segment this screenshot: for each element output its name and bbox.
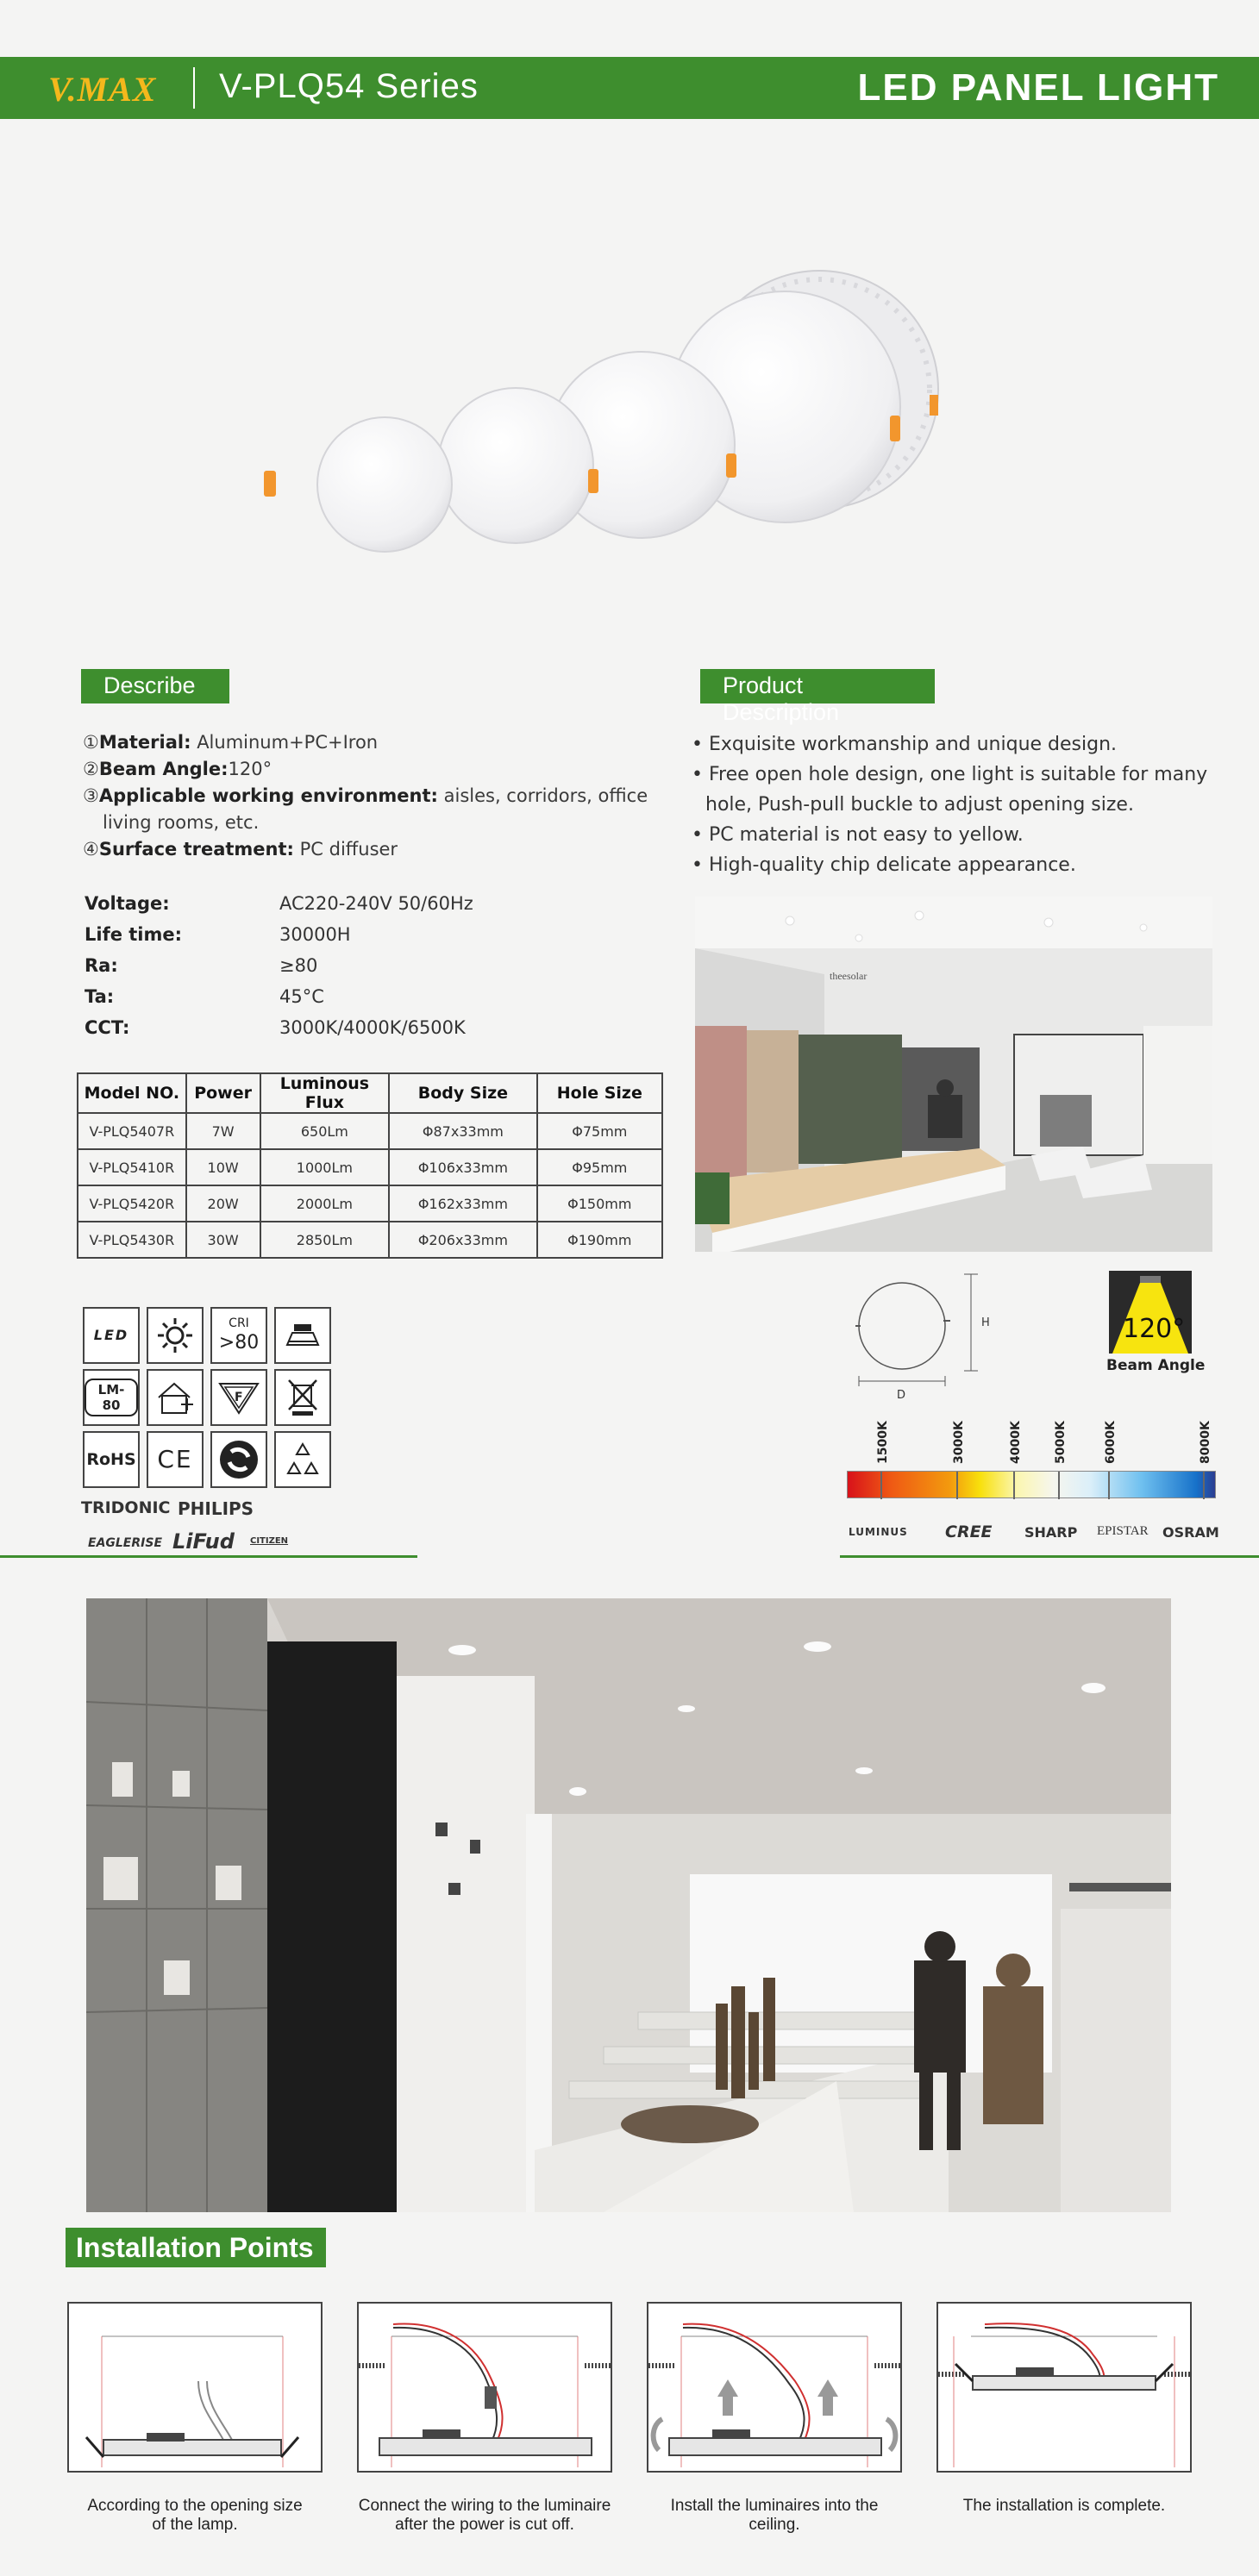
install-caption-1: According to the opening size of the lamp. xyxy=(87,2497,303,2534)
photo-sign-text: theesolar xyxy=(830,970,868,982)
model-table xyxy=(77,1072,663,1259)
pd-bullet: • Free open hole design, one light is suitable for many xyxy=(692,764,1208,785)
install-step-3 xyxy=(647,2302,902,2473)
sun-icon xyxy=(147,1307,204,1364)
spec-row: CCT: 3000K/4000K/6500K xyxy=(85,1017,466,1038)
cri-icon xyxy=(210,1307,267,1364)
f-mark-icon xyxy=(210,1369,267,1426)
table-cell: 7W xyxy=(186,1113,260,1149)
green-dot-icon xyxy=(210,1431,267,1488)
cct-tick xyxy=(956,1472,958,1499)
lamp-icon xyxy=(274,1307,331,1364)
table-cell: 2000Lm xyxy=(260,1185,390,1222)
table-cell: V-PLQ5407R xyxy=(78,1113,186,1149)
table-cell: V-PLQ5410R xyxy=(78,1149,186,1185)
describe-item: ②Beam Angle:120° xyxy=(83,759,272,779)
ce-icon: CE xyxy=(147,1431,204,1488)
cct-label: 6000K xyxy=(1104,1421,1118,1464)
table-cell: Φ75mm xyxy=(537,1113,662,1149)
table-cell: 20W xyxy=(186,1185,260,1222)
table-cell: Φ162x33mm xyxy=(389,1185,536,1222)
col-header: Model NO. xyxy=(78,1073,186,1113)
install-caption-2: Connect the wiring to the luminaire after the power is cut off. xyxy=(358,2497,611,2534)
rohs-icon: RoHS xyxy=(83,1431,140,1488)
install-caption-3: Install the luminaires into the ceiling. xyxy=(670,2497,879,2534)
cri-label: CRI xyxy=(229,1316,249,1330)
led-icon: LED xyxy=(83,1307,140,1364)
series-title: V-PLQ54 Series xyxy=(219,67,479,105)
cct-label: 5000K xyxy=(1054,1421,1068,1464)
section-rule-right xyxy=(840,1555,1259,1558)
describe-item: ③Applicable working environment: aisles, corridors, office xyxy=(83,785,648,806)
install-step-4 xyxy=(936,2302,1192,2473)
product-description-list xyxy=(692,729,1226,880)
brand-sharp: SHARP xyxy=(1024,1524,1078,1541)
table-cell: Φ95mm xyxy=(537,1149,662,1185)
table-cell: V-PLQ5420R xyxy=(78,1185,186,1222)
gallery-interior-photo xyxy=(86,1598,1171,2212)
svg-text:F: F xyxy=(235,1391,243,1404)
cct-gradient-bar xyxy=(847,1471,1216,1498)
cct-label: 4000K xyxy=(1009,1421,1023,1464)
brand-osram: OSRAM xyxy=(1162,1524,1219,1541)
cct-tick xyxy=(1108,1472,1110,1499)
describe-list xyxy=(83,729,652,863)
table-cell: Φ106x33mm xyxy=(389,1149,536,1185)
brand-epistar: EPISTAR xyxy=(1097,1524,1149,1538)
pd-bullet: • PC material is not easy to yellow. xyxy=(692,824,1024,846)
describe-item: ④Surface treatment: PC diffuser xyxy=(83,839,398,860)
col-header: Body Size xyxy=(389,1073,536,1113)
describe-heading: Describe xyxy=(81,669,229,703)
product-type: LED PANEL LIGHT xyxy=(857,66,1219,109)
indoor-icon xyxy=(147,1369,204,1426)
table-row xyxy=(78,1185,662,1222)
table-cell: 2850Lm xyxy=(260,1222,390,1258)
spec-row: Ra: ≥80 xyxy=(85,955,318,976)
pd-bullet: • Exquisite workmanship and unique design. xyxy=(692,734,1118,755)
spec-row: Ta: 45°C xyxy=(85,986,324,1007)
table-cell: 650Lm xyxy=(260,1113,390,1149)
describe-item-cont: living rooms, etc. xyxy=(103,812,260,833)
col-header: Power xyxy=(186,1073,260,1113)
table-cell: Φ190mm xyxy=(537,1222,662,1258)
cct-tick xyxy=(1058,1472,1060,1499)
product-description-heading: Product Description xyxy=(700,669,935,703)
install-caption-4: The installation is complete. xyxy=(962,2497,1166,2515)
brand-logo: V.MAX xyxy=(48,70,157,109)
col-header: Hole Size xyxy=(537,1073,662,1113)
diameter-label: D xyxy=(897,1389,906,1400)
cct-label: 3000K xyxy=(952,1421,966,1464)
beam-angle-value: 120° xyxy=(1123,1314,1186,1344)
table-header-row xyxy=(78,1073,662,1113)
pd-bullet: • High-quality chip delicate appearance. xyxy=(692,854,1076,876)
table-cell: V-PLQ5430R xyxy=(78,1222,186,1258)
table-cell: 30W xyxy=(186,1222,260,1258)
col-header: Luminous Flux xyxy=(260,1073,390,1113)
brand-eaglerise: EAGLERISE xyxy=(88,1536,163,1550)
section-rule-left xyxy=(0,1555,417,1558)
weee-icon xyxy=(274,1369,331,1426)
describe-item: ①Material: Aluminum+PC+Iron xyxy=(83,732,379,753)
lm80-icon xyxy=(83,1369,140,1426)
recycle-icon xyxy=(274,1431,331,1488)
brand-tridonic: TRIDONIC xyxy=(81,1498,171,1517)
brand-philips: PHILIPS xyxy=(178,1498,254,1519)
table-cell: Φ87x33mm xyxy=(389,1113,536,1149)
dimension-diagram xyxy=(842,1271,997,1400)
table-cell: 10W xyxy=(186,1149,260,1185)
header-divider xyxy=(193,67,195,109)
brand-lifud: LiFud xyxy=(172,1529,235,1554)
table-cell: Φ150mm xyxy=(537,1185,662,1222)
pd-bullet-cont: hole, Push-pull buckle to adjust opening size. xyxy=(705,794,1134,816)
cct-label: 8000K xyxy=(1199,1421,1212,1464)
brand-luminus: LUMINUS xyxy=(849,1526,908,1538)
installation-heading: Installation Points xyxy=(66,2228,326,2267)
cri-value: >80 xyxy=(218,1332,260,1354)
brand-cree: CREE xyxy=(945,1522,993,1541)
table-row xyxy=(78,1113,662,1149)
table-row xyxy=(78,1222,662,1258)
brand-citizen: CITIZEN xyxy=(250,1536,289,1546)
table-row xyxy=(78,1149,662,1185)
install-step-1 xyxy=(67,2302,323,2473)
cct-tick xyxy=(1203,1472,1205,1499)
header-bar xyxy=(0,57,1259,119)
cct-tick xyxy=(1013,1472,1015,1499)
lm80-label: LM-80 xyxy=(85,1379,138,1416)
height-label: H xyxy=(981,1316,990,1329)
table-cell: 1000Lm xyxy=(260,1149,390,1185)
install-step-2 xyxy=(357,2302,612,2473)
cafe-interior-photo xyxy=(695,897,1212,1252)
hero-panel-lights xyxy=(241,224,1000,603)
beam-angle-label: Beam Angle xyxy=(1106,1357,1206,1374)
spec-row: Life time: 30000H xyxy=(85,924,351,945)
spec-kv-list xyxy=(85,893,516,1048)
cct-tick xyxy=(880,1472,882,1499)
spec-row: Voltage: AC220-240V 50/60Hz xyxy=(85,893,473,914)
cct-label: 1500K xyxy=(876,1421,890,1464)
table-cell: Φ206x33mm xyxy=(389,1222,536,1258)
